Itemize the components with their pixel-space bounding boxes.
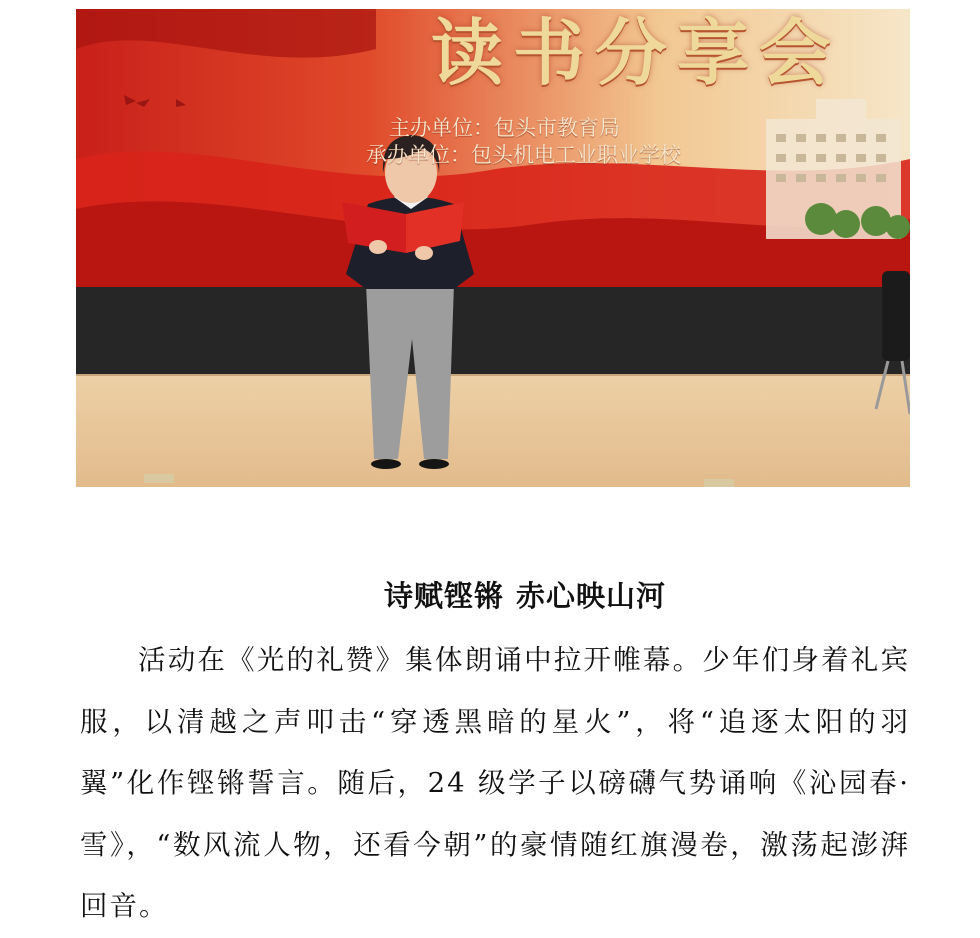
heading-part-2: 赤心映山河: [516, 579, 667, 613]
article-paragraph: 活动在《光的礼赞》集体朗诵中拉开帷幕。少年们身着礼宾服，以清越之声叩击“穿透黑暗的星火”，将“追逐太阳的羽翼”化作铿锵誓言。随后，24 级学子以磅礴气势诵响《沁园春·雪》，“数风流人物，还看今朝”的豪情随红旗漫卷，激荡起澎湃回音。: [80, 644, 910, 922]
event-photo: [76, 9, 910, 487]
stage-floor: [76, 375, 910, 487]
section-heading: [0, 574, 980, 615]
banner-title: 读书分享会: [431, 11, 842, 95]
banner-organizer: 主办单位：包头市教育局: [389, 116, 620, 140]
heading-part-1: 诗赋铿锵: [383, 579, 504, 613]
stage-front: [76, 287, 910, 375]
banner-host: 承办单位：包头机电工业职业学校: [366, 143, 681, 167]
